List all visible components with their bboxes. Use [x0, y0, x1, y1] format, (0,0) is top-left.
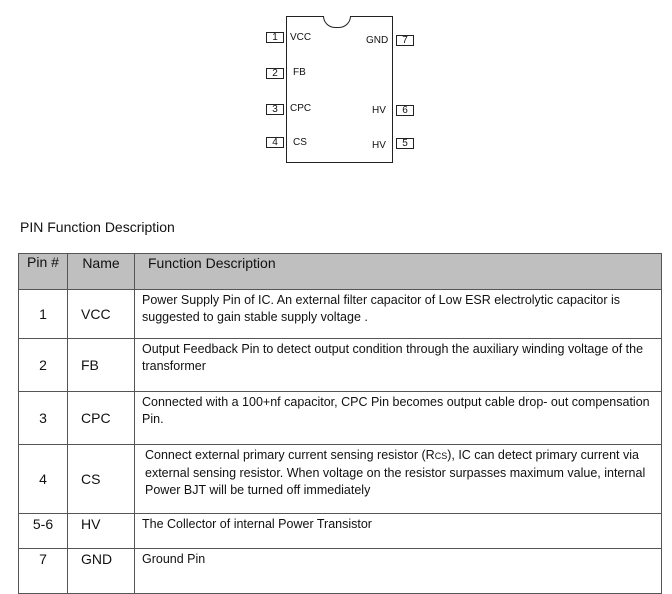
- cell-pin-number: 5-6: [19, 514, 68, 549]
- pin-function-table: [18, 253, 662, 594]
- table-row: [19, 514, 662, 549]
- header-pin-number: Pin #: [19, 254, 68, 290]
- pin-label: HV: [372, 140, 386, 151]
- table-row: [19, 549, 662, 594]
- cell-pin-number: 3: [19, 392, 68, 445]
- pin-label: CS: [293, 137, 307, 148]
- table-header-row: [19, 254, 662, 290]
- pin-label: FB: [293, 67, 306, 78]
- pin-number-box: 2: [266, 68, 284, 79]
- pin-number-box: 7: [396, 35, 414, 46]
- cell-pin-number: 1: [19, 290, 68, 339]
- pin-number-box: 1: [266, 32, 284, 43]
- pin-label: HV: [372, 105, 386, 116]
- pin-number-box: 6: [396, 105, 414, 116]
- pin-number-box: 3: [266, 104, 284, 115]
- header-name: Name: [68, 254, 135, 290]
- table-row: [19, 290, 662, 339]
- cell-pin-name: CS: [68, 445, 135, 514]
- cell-pin-name: HV: [68, 514, 135, 549]
- cell-pin-number: 2: [19, 339, 68, 392]
- cell-description: [135, 445, 662, 514]
- cell-description: The Collector of internal Power Transistor: [135, 514, 662, 549]
- section-title: PIN Function Description: [20, 219, 175, 235]
- table-row: [19, 445, 662, 514]
- pin-label: CPC: [290, 103, 312, 114]
- pin-label: VCC: [290, 32, 312, 43]
- cell-description: Output Feedback Pin to detect output condition through the auxiliary winding voltage of the transformer: [135, 339, 662, 392]
- cell-pin-name: VCC: [68, 290, 135, 339]
- cell-description: Connected with a 100+nf capacitor, CPC Pin becomes output cable drop- out compensation Pin.: [135, 392, 662, 445]
- description-text: Connect external primary current sensing resistor (R: [145, 448, 435, 462]
- cell-pin-name: FB: [68, 339, 135, 392]
- cell-pin-name: GND: [68, 549, 135, 594]
- pin-number-box: 5: [396, 138, 414, 149]
- cell-description: Power Supply Pin of IC. An external filter capacitor of Low ESR electrolytic capacitor is suggested to gain stable supply voltage .: [135, 290, 662, 339]
- cell-pin-number: 7: [19, 549, 68, 594]
- cell-pin-number: 4: [19, 445, 68, 514]
- description-text: ), IC can detect primary current via external sensing resistor. When voltage on the resistor surpasses maximum value, internal Power BJT will be turned off immediately: [145, 448, 646, 497]
- header-function-description: Function Description: [135, 254, 662, 290]
- cell-pin-name: CPC: [68, 392, 135, 445]
- pin-number-box: 4: [266, 137, 284, 148]
- table-row: [19, 339, 662, 392]
- pin-label: GND: [366, 35, 389, 46]
- cell-description: Ground Pin: [135, 549, 662, 594]
- subscript-text: CS: [434, 451, 448, 461]
- table-row: [19, 392, 662, 445]
